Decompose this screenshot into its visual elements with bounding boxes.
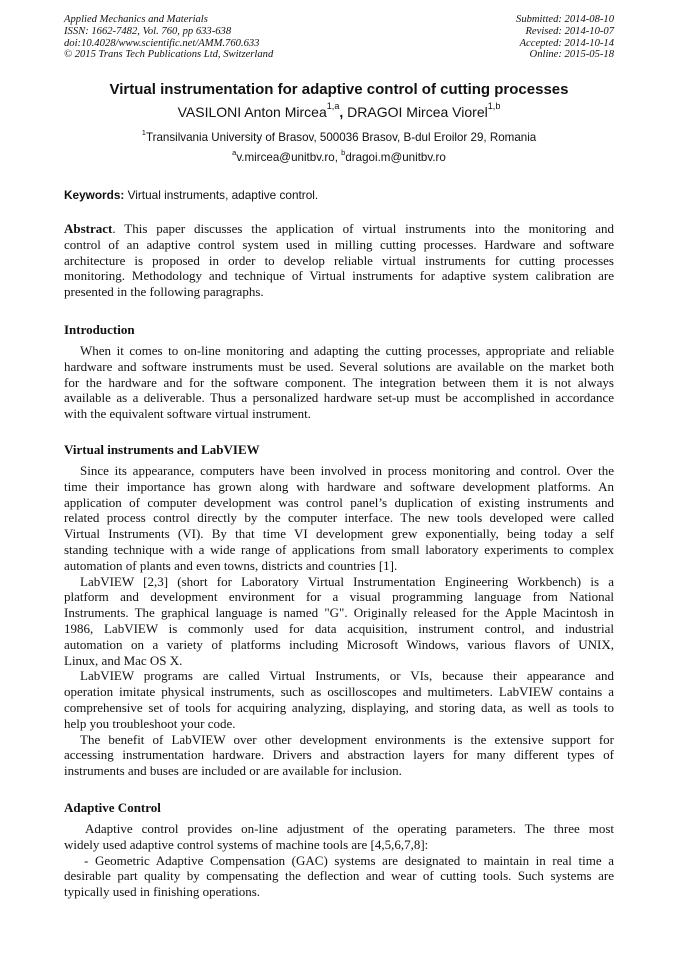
text-line bbox=[64, 853, 614, 869]
text-line bbox=[64, 359, 614, 375]
paragraph bbox=[64, 463, 614, 574]
text-line bbox=[64, 390, 614, 406]
abstract-label: Abstract bbox=[64, 221, 113, 236]
line-text: desirable part quality by compensating the deflection and wear of cutting tools. Such systems are bbox=[64, 868, 614, 884]
line-text: 1986, LabVIEW is commonly used for data acquisition, instrument control, and industrial bbox=[64, 620, 614, 636]
line-text: time their importance has grown along with hardware and software development platforms. An bbox=[64, 478, 614, 494]
email: dragoi.m@unitbv.ro bbox=[345, 151, 446, 164]
abstract bbox=[64, 221, 614, 300]
line-text: control of an adaptive control system used in milling cutting processes. Hardware and software bbox=[64, 236, 614, 252]
text-line bbox=[64, 837, 614, 853]
line-text: with the equivalent software virtual instrument. bbox=[64, 406, 311, 422]
author-name: DRAGOI Mircea Viorel bbox=[347, 104, 488, 120]
text-line bbox=[64, 868, 614, 884]
section-heading: Virtual instruments and LabVIEW bbox=[64, 442, 260, 457]
paragraph bbox=[64, 853, 614, 900]
author-sup: 1,a bbox=[326, 101, 340, 111]
line-text: monitoring. Methodology and technique of Virtual instruments for adaptive system calibration are bbox=[64, 268, 614, 284]
line-text: presented in the following paragraphs. bbox=[64, 284, 264, 300]
email-separator: , bbox=[334, 151, 342, 164]
text-line bbox=[64, 684, 614, 700]
text-line bbox=[64, 479, 614, 495]
line-text: Adaptive control provides on-line adjustment of the operating parameters. The three most bbox=[85, 821, 614, 836]
text-line bbox=[64, 221, 614, 237]
keywords-text: Virtual instruments, adaptive control. bbox=[124, 188, 319, 202]
affiliation-sup: 1 bbox=[141, 128, 146, 137]
paragraph bbox=[64, 221, 614, 300]
emails bbox=[0, 148, 678, 164]
header-line: Revised: 2014-10-07 bbox=[525, 25, 614, 37]
text-line bbox=[64, 574, 614, 590]
line-text: typically used in finishing operations. bbox=[64, 884, 261, 900]
author-name: VASILONI Anton Mircea bbox=[177, 104, 327, 120]
section-heading: Introduction bbox=[64, 322, 135, 337]
text-line bbox=[64, 700, 614, 716]
line-text: application of computer development was control panel’s duplication of existing instruments and bbox=[64, 494, 614, 510]
paragraph bbox=[64, 732, 614, 779]
line-text: Linux, and Mac OS X. bbox=[64, 652, 183, 668]
line-text: for the hardware and for the software component. The integration between them it is not always bbox=[64, 374, 614, 390]
text-line bbox=[64, 375, 614, 391]
text-line bbox=[64, 716, 614, 732]
journal-info bbox=[64, 14, 273, 61]
line-text: Instruments. The graphical language is named "G". Originally released for the Apple Macintosh in bbox=[64, 605, 614, 621]
text-line bbox=[64, 526, 614, 542]
section-heading: Adaptive Control bbox=[64, 800, 161, 815]
line-text: Since its appearance, computers have been involved in process monitoring and control. Over the bbox=[80, 463, 614, 478]
paragraph bbox=[64, 821, 614, 853]
line-text: Virtual Instruments (VI). By that time VI development grew exponentially, being today a self bbox=[64, 526, 614, 542]
header-line: doi:10.4028/www.scientific.net/AMM.760.633 bbox=[64, 37, 260, 49]
paper-title: Virtual instrumentation for adaptive control of cutting processes bbox=[109, 81, 569, 98]
email-sup: b bbox=[341, 148, 346, 157]
keywords-label: Keywords: bbox=[64, 188, 125, 202]
line-text: help you troubleshoot your code. bbox=[64, 715, 236, 731]
line-text: . This paper discusses the application of virtual instruments into the monitoring and bbox=[112, 221, 614, 236]
line-text: When it comes to on-line monitoring and adapting the cutting processes, appropriate and reliable bbox=[80, 343, 614, 358]
header-line: Applied Mechanics and Materials bbox=[64, 14, 208, 25]
line-text: automation of plants and even towns, districts and countries [1]. bbox=[64, 557, 398, 573]
paragraph bbox=[64, 668, 614, 731]
text-line bbox=[64, 268, 614, 284]
keywords bbox=[64, 188, 318, 202]
text-line bbox=[64, 637, 614, 653]
line-text: automation on a variety of platforms including Microsoft Windows, various flavors of UNIX, bbox=[64, 636, 614, 652]
text-line bbox=[64, 510, 614, 526]
line-text: accessing instrumentation hardware. Drivers and abstraction layers for many different types of bbox=[64, 747, 614, 763]
header-line: © 2015 Trans Tech Publications Ltd, Switzerland bbox=[64, 49, 274, 61]
text-line bbox=[64, 237, 614, 253]
text-line bbox=[64, 605, 614, 621]
paragraph bbox=[64, 574, 614, 669]
line-text: LabVIEW programs are called Virtual Instruments, or VIs, because their appearance and bbox=[80, 668, 614, 684]
text-line bbox=[64, 884, 614, 900]
line-text: related process control directly by the computer interface. The new tools developed were called bbox=[64, 510, 614, 526]
line-text: available as a deliverable. Thus a personalized hardware set-up must be accomplished in accordance bbox=[64, 390, 614, 406]
line-text: widely used adaptive control systems of machine tools are [4,5,6,7,8]: bbox=[64, 836, 429, 852]
text-line bbox=[64, 589, 614, 605]
section-introduction bbox=[64, 322, 614, 422]
text-line bbox=[64, 542, 614, 558]
line-text: The benefit of LabVIEW over other development environments is the extensive support for bbox=[80, 731, 614, 747]
text-line bbox=[64, 668, 614, 684]
text-line bbox=[64, 621, 614, 637]
authors bbox=[0, 101, 678, 120]
email-sup: a bbox=[232, 148, 237, 157]
section-adaptive-control bbox=[64, 800, 614, 900]
submission-dates bbox=[516, 14, 614, 61]
text-line bbox=[64, 463, 614, 479]
header-line: ISSN: 1662-7482, Vol. 760, pp 633-638 bbox=[64, 25, 232, 37]
text-line bbox=[64, 821, 614, 837]
line-text: hardware and software instruments must be used. Several solutions are available on the market both bbox=[64, 358, 614, 374]
text-line bbox=[64, 558, 614, 574]
line-text: architecture is proposed in order to develop reliable virtual instruments for cutting processes bbox=[64, 252, 614, 268]
line-text: instruments and buses are included or are available for inclusion. bbox=[64, 763, 402, 779]
line-text: standing technique with a wide range of applications from small laboratory experiments to complex bbox=[64, 541, 614, 557]
affiliation bbox=[0, 128, 678, 144]
line-text: - Geometric Adaptive Compensation (GAC) systems are designated to maintain in real time a bbox=[84, 852, 614, 868]
email: v.mircea@unitbv.ro bbox=[236, 151, 335, 164]
line-text: comprehensive set of tools for acquiring analyzing, displaying, and storing data, as well as tools to bbox=[64, 699, 614, 715]
text-line bbox=[64, 732, 614, 748]
affiliation-text: Transilvania University of Brasov, 500036 Brasov, B-dul Eroilor 29, Romania bbox=[145, 131, 537, 144]
text-line bbox=[64, 747, 614, 763]
line-text: operation imitate physical instruments, such as oscilloscopes and multimeters. LabVIEW contains a bbox=[64, 684, 614, 700]
text-line bbox=[64, 284, 614, 300]
text-line bbox=[64, 343, 614, 359]
header-line: Accepted: 2014-10-14 bbox=[519, 37, 614, 49]
paragraph bbox=[64, 343, 614, 422]
author-sup: 1,b bbox=[487, 101, 501, 111]
section-virtual-instruments bbox=[64, 442, 614, 779]
author-separator: , bbox=[339, 104, 348, 120]
text-line bbox=[64, 406, 614, 422]
text-line bbox=[64, 253, 614, 269]
line-text: LabVIEW [2,3] (short for Laboratory Virtual Instrumentation Engineering Workbench) is a bbox=[80, 573, 614, 589]
text-line bbox=[64, 495, 614, 511]
line-text: platform and development environment for a visual programming language from National bbox=[64, 589, 614, 605]
text-line bbox=[64, 653, 614, 669]
header-line: Online: 2015-05-18 bbox=[529, 49, 614, 61]
header-line: Submitted: 2014-08-10 bbox=[516, 14, 614, 25]
text-line bbox=[64, 763, 614, 779]
